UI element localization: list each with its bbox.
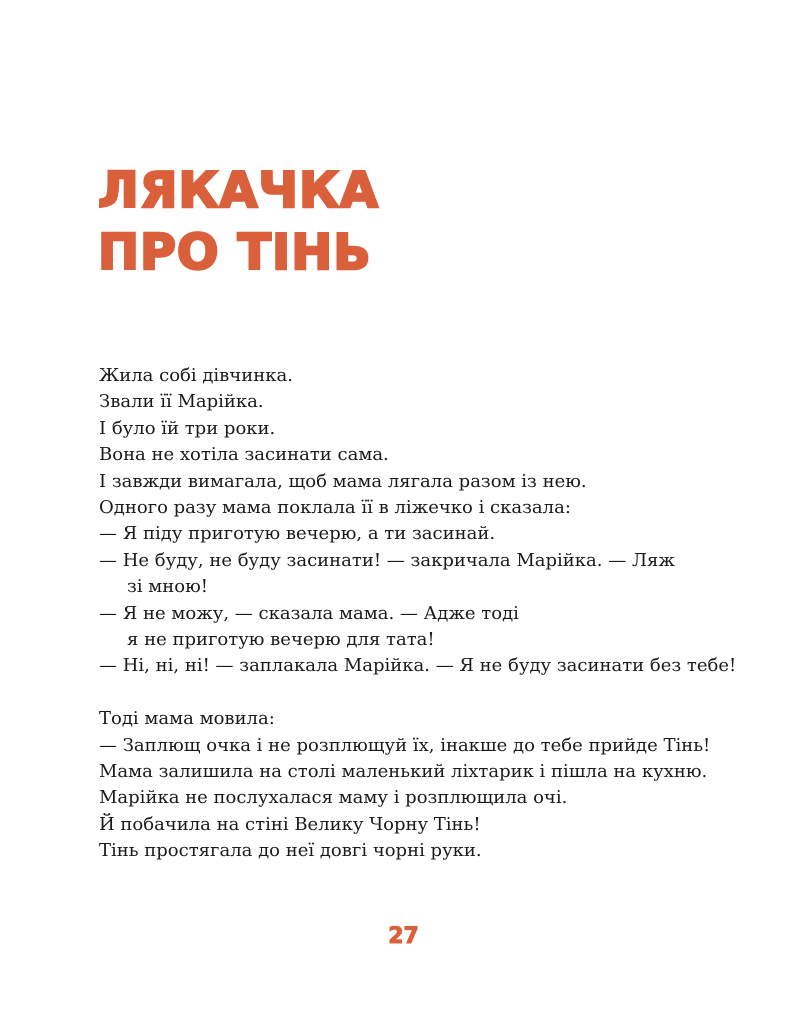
text-line: Тінь простягала до неї довгі чорні руки. xyxy=(99,840,482,862)
story-title-line-2: ПРО ТІНЬ xyxy=(98,224,372,281)
story-title-line-1: ЛЯКАЧКА xyxy=(98,162,379,219)
text-line: Й побачила на стіні Велику Чорну Тінь! xyxy=(99,813,481,835)
text-line: Мама залишила на столі маленький ліхтарик і пішла на кухню. xyxy=(99,761,708,783)
paragraph xyxy=(99,706,739,864)
story-body xyxy=(99,363,739,865)
text-line: — Заплющ очка і не розплющуй їх, інакше до тебе прийде Тінь! xyxy=(99,734,711,756)
text-line: Марійка не послухалася маму і розплющила очі. xyxy=(99,787,568,809)
text-line: Жила собі дівчинка. xyxy=(99,365,293,386)
text-line: І було їй три роки. xyxy=(99,417,276,439)
text-line: — Я не можу, — сказала мама. — Адже тоді xyxy=(99,602,519,624)
text-line: Одного разу мама поклала її в ліжечко і сказала: xyxy=(99,497,571,519)
text-line: зі мною! xyxy=(127,576,209,598)
text-line: я не приготую вечерю для тата! xyxy=(127,629,435,651)
paragraph-gap xyxy=(99,680,739,706)
text-line: І завжди вимагала, щоб мама лягала разом із нею. xyxy=(99,470,587,492)
text-line: — Не буду, не буду засинати! — закричала Марійка. — Ляж xyxy=(99,549,675,571)
text-line: Вона не хотіла засинати сама. xyxy=(99,444,389,466)
story-title xyxy=(98,160,379,284)
text-line: — Ні, ні, ні! — заплакала Марійка. — Я не буду засинати без тебе! xyxy=(99,655,737,677)
page-number: 27 xyxy=(388,924,419,949)
paragraph xyxy=(99,363,739,680)
text-line: Звали її Марійка. xyxy=(99,391,264,413)
text-line: Тоді мама мовила: xyxy=(99,708,275,730)
text-line: — Я піду приготую вечерю, а ти засинай. xyxy=(99,523,496,545)
